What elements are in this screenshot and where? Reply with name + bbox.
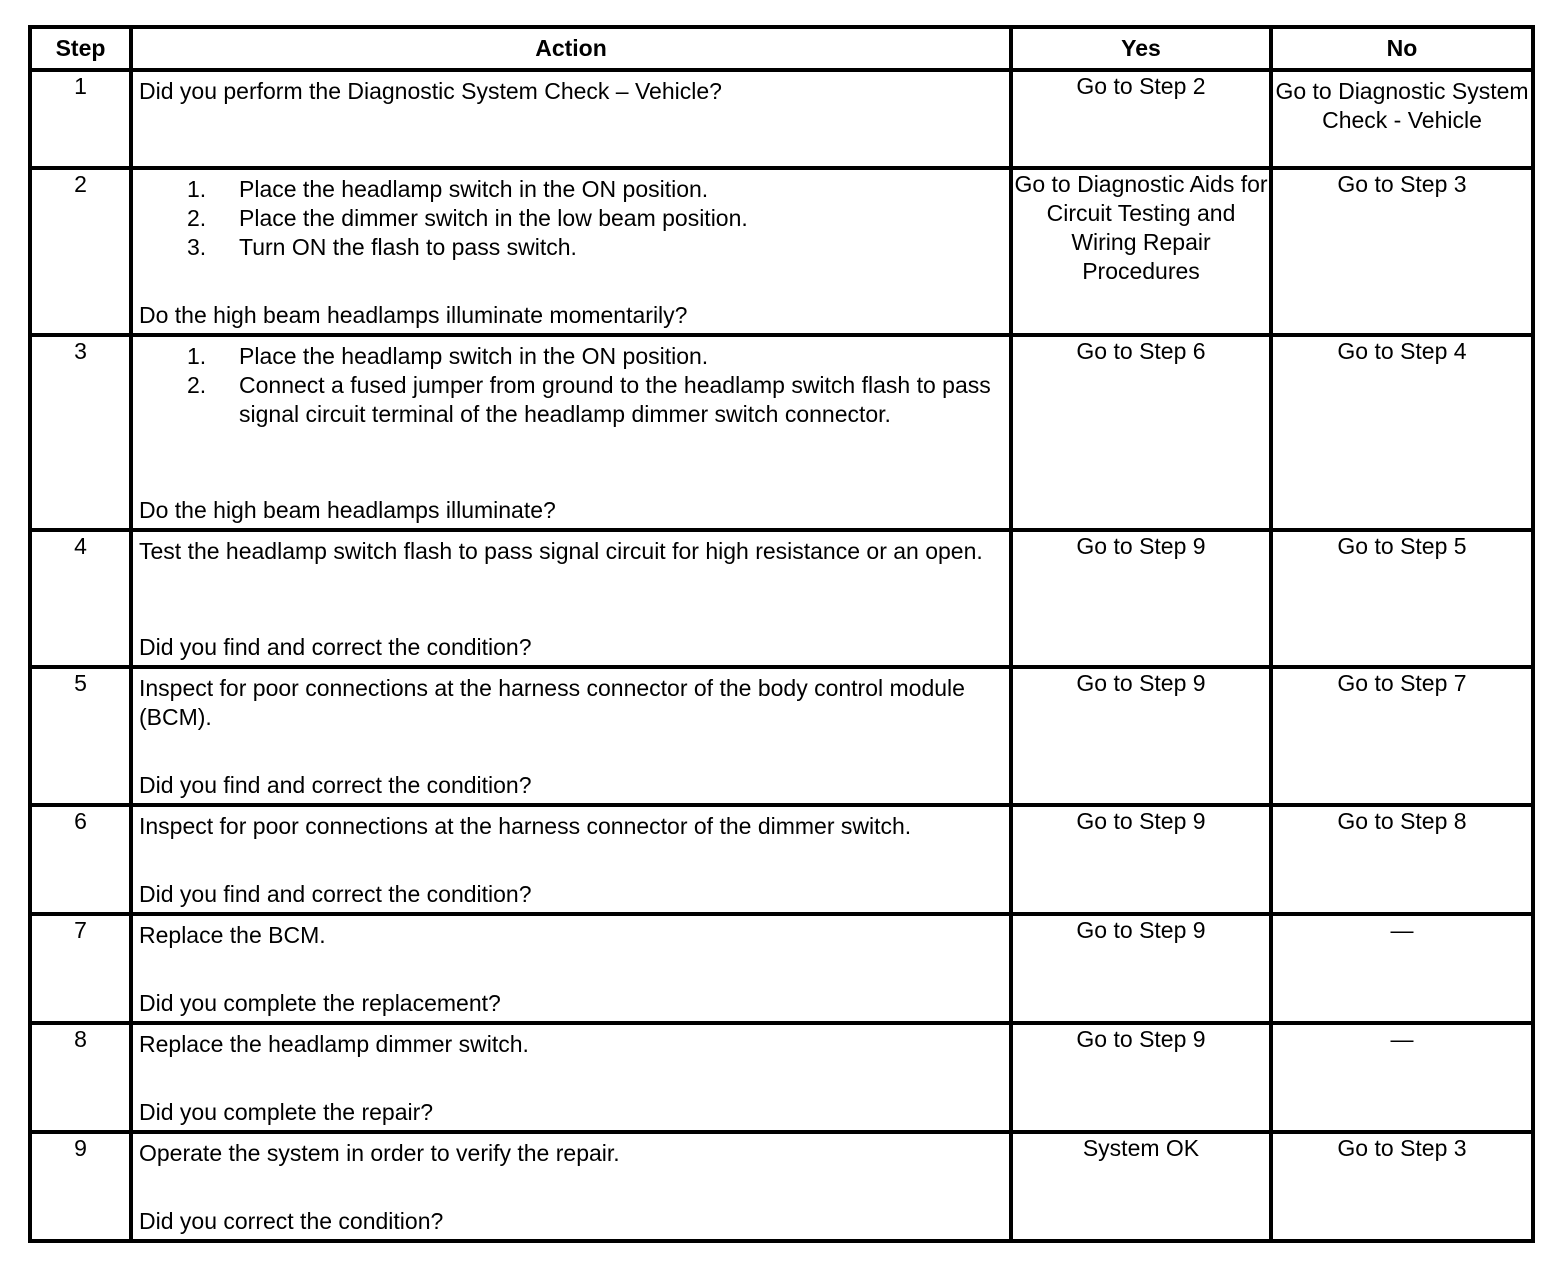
yes-cell: Go to Step 2	[1011, 70, 1271, 168]
action-cell	[131, 70, 1011, 168]
action-steps-list	[139, 175, 1001, 262]
no-cell: Go to Step 7	[1271, 667, 1533, 805]
step-number: 4	[30, 530, 131, 667]
table-row	[30, 1132, 1533, 1241]
list-item	[139, 342, 1001, 371]
list-item-text: Place the headlamp switch in the ON position.	[239, 176, 709, 202]
table-row	[30, 667, 1533, 805]
step-number: 2	[30, 168, 131, 335]
header-no: No	[1271, 27, 1533, 70]
action-question: Did you find and correct the condition?	[139, 881, 532, 907]
yes-cell: Go to Step 9	[1011, 530, 1271, 667]
action-question: Do the high beam headlamps illuminate momentarily?	[139, 302, 688, 328]
table-row	[30, 805, 1533, 914]
header-yes: Yes	[1011, 27, 1271, 70]
list-item-text: Place the dimmer switch in the low beam position.	[239, 205, 748, 231]
list-item	[139, 233, 1001, 262]
yes-cell: Go to Step 9	[1011, 1023, 1271, 1132]
list-item-number: 3.	[187, 234, 207, 260]
no-cell: Go to Step 8	[1271, 805, 1533, 914]
list-item-number: 2.	[187, 205, 207, 231]
action-question: Did you correct the condition?	[139, 1208, 444, 1234]
list-item-number: 2.	[187, 372, 207, 398]
yes-cell: Go to Step 9	[1011, 667, 1271, 805]
action-cell	[131, 914, 1011, 1023]
action-text: Operate the system in order to verify the repair.	[139, 1140, 620, 1166]
action-text: Replace the BCM.	[139, 922, 326, 948]
table-row	[30, 530, 1533, 667]
action-question: Did you complete the repair?	[139, 1099, 434, 1125]
action-steps-list	[139, 342, 1001, 429]
step-number: 7	[30, 914, 131, 1023]
table-row	[30, 70, 1533, 168]
table-header-row	[30, 27, 1533, 70]
table-row	[30, 914, 1533, 1023]
step-number: 5	[30, 667, 131, 805]
list-item-text: Place the headlamp switch in the ON position.	[239, 343, 709, 369]
action-cell	[131, 805, 1011, 914]
list-item-text: Turn ON the flash to pass switch.	[239, 234, 577, 260]
action-question: Did you find and correct the condition?	[139, 772, 532, 798]
no-cell: —	[1271, 1023, 1533, 1132]
table-row	[30, 1023, 1533, 1132]
action-text: Replace the headlamp dimmer switch.	[139, 1031, 529, 1057]
step-number: 6	[30, 805, 131, 914]
action-cell	[131, 1132, 1011, 1241]
action-text: Did you perform the Diagnostic System Check – Vehicle?	[139, 78, 722, 104]
no-cell: Go to Step 3	[1271, 1132, 1533, 1241]
yes-cell: Go to Diagnostic Aids for Circuit Testing and Wiring Repair Procedures	[1011, 168, 1271, 335]
step-number: 3	[30, 335, 131, 530]
list-item	[139, 371, 1001, 429]
no-cell: Go to Step 3	[1271, 168, 1533, 335]
no-cell: —	[1271, 914, 1533, 1023]
header-step: Step	[30, 27, 131, 70]
table-row	[30, 168, 1533, 335]
list-item	[139, 204, 1001, 233]
action-question: Do the high beam headlamps illuminate?	[139, 497, 556, 523]
step-number: 9	[30, 1132, 131, 1241]
list-item-number: 1.	[187, 343, 207, 369]
list-item-number: 1.	[187, 176, 207, 202]
action-text: Test the headlamp switch flash to pass signal circuit for high resistance or an open.	[139, 538, 983, 564]
action-cell	[131, 667, 1011, 805]
action-cell	[131, 168, 1011, 335]
no-cell: Go to Step 5	[1271, 530, 1533, 667]
action-question: Did you find and correct the condition?	[139, 634, 532, 660]
header-action: Action	[131, 27, 1011, 70]
action-question: Did you complete the replacement?	[139, 990, 501, 1016]
action-cell	[131, 335, 1011, 530]
yes-cell: System OK	[1011, 1132, 1271, 1241]
no-cell: Go to Diagnostic System Check - Vehicle	[1271, 70, 1533, 168]
table-row	[30, 335, 1533, 530]
yes-cell: Go to Step 9	[1011, 914, 1271, 1023]
diagnostic-table	[28, 25, 1535, 1243]
yes-cell: Go to Step 9	[1011, 805, 1271, 914]
action-cell	[131, 530, 1011, 667]
list-item	[139, 175, 1001, 204]
action-text: Inspect for poor connections at the harness connector of the body control module (BCM).	[139, 675, 965, 730]
step-number: 1	[30, 70, 131, 168]
action-cell	[131, 1023, 1011, 1132]
yes-cell: Go to Step 6	[1011, 335, 1271, 530]
step-number: 8	[30, 1023, 131, 1132]
list-item-text: Connect a fused jumper from ground to the headlamp switch flash to pass signal circuit terminal of the headlamp dimmer switch connector.	[239, 372, 991, 427]
no-cell: Go to Step 4	[1271, 335, 1533, 530]
action-text: Inspect for poor connections at the harness connector of the dimmer switch.	[139, 813, 912, 839]
